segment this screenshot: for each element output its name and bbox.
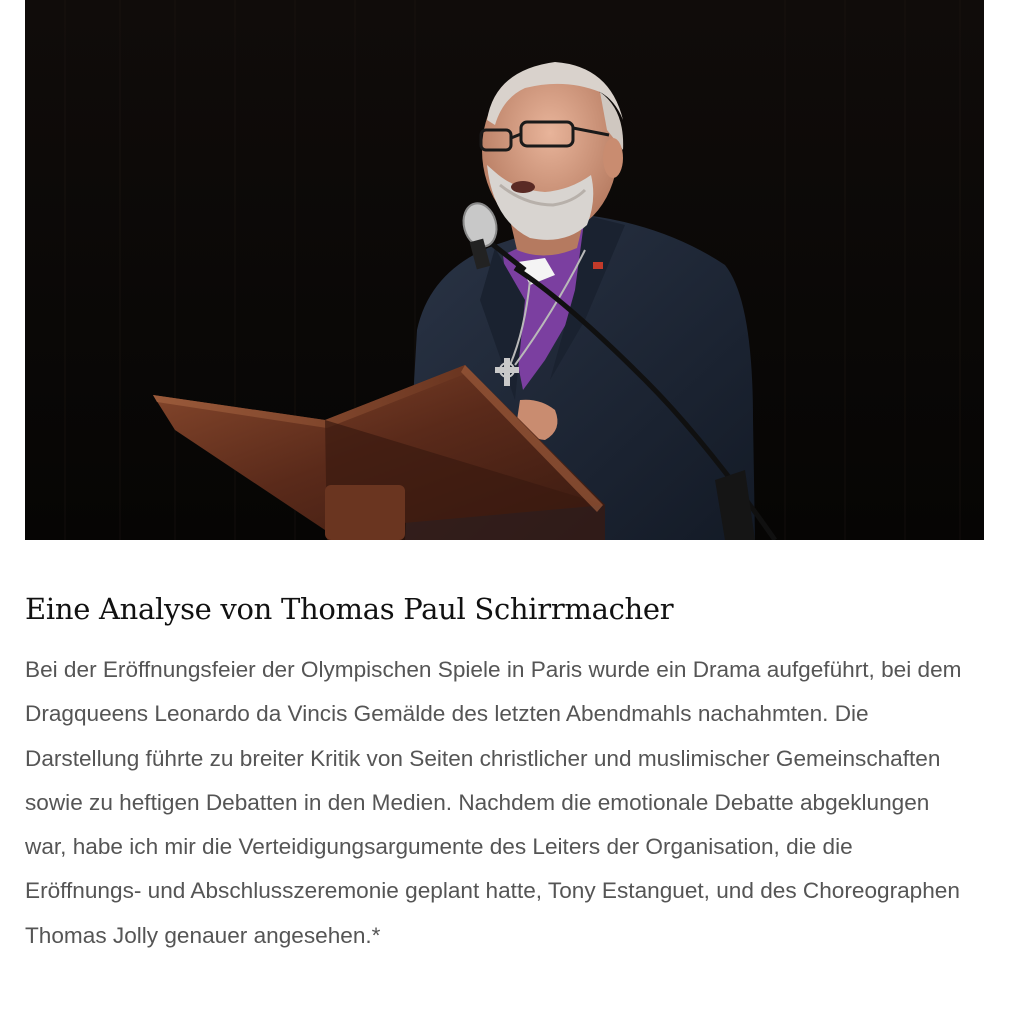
article-title: Eine Analyse von Thomas Paul Schirrmacher	[25, 592, 674, 626]
hero-photo	[25, 0, 984, 540]
article-body: Bei der Eröffnungsfeier der Olympischen Spiele in Paris wurde ein Drama aufgeführt, bei dem Dragqueens Leonardo da Vincis Gemälde des letzten Abendmahls nachahmten. Die Darstellung führte zu breiter Kritik von Seiten christlicher und muslimischer Gemeinschaften sowie zu heftigen Debatten in den Medien. Nachdem die emotionale Debatte abgeklungen war, habe ich mir die Verteidigungsargumente des Leiters der Organisation, die die Eröffnungs- und Abschlusszeremonie geplant hatte, Tony Estanguet, und des Choreographen Thomas Jolly genauer angesehen.*	[25, 657, 962, 948]
